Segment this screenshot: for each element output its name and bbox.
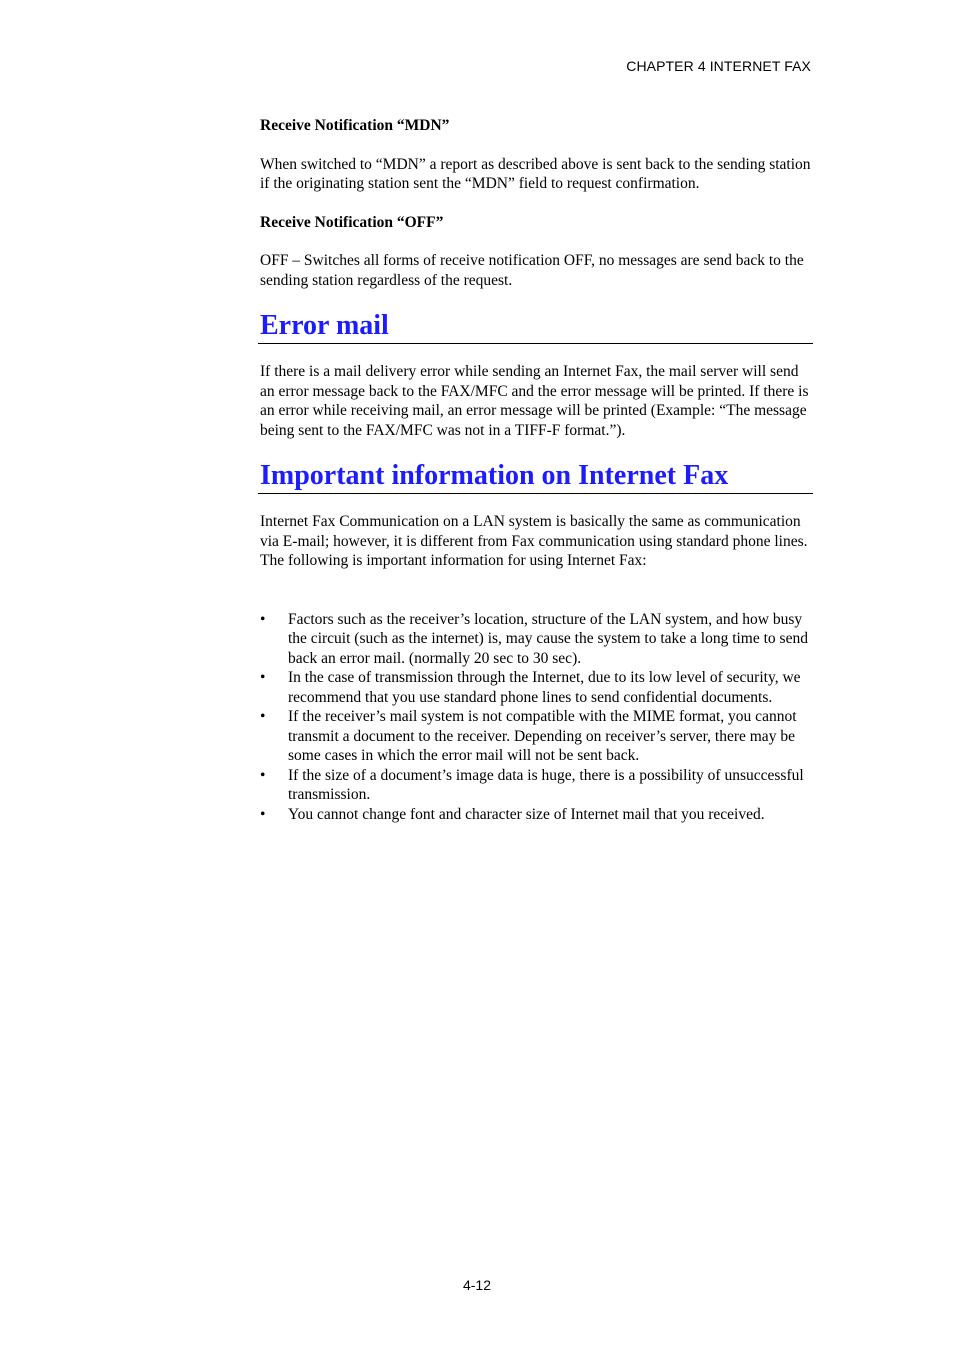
bullet-item (260, 805, 813, 825)
bullet-text: If the size of a document’s image data is huge, there is a possibility of unsuccessful transmission. (288, 766, 804, 803)
page-body (260, 116, 813, 824)
bullet-item (260, 766, 813, 805)
bullet-text: In the case of transmission through the Internet, due to its low level of security, we recommend that you use standard phone lines to send confidential documents. (288, 669, 801, 706)
bullet-icon: • (260, 805, 266, 823)
bullet-icon: • (260, 669, 266, 686)
bullet-item (260, 707, 813, 766)
important-info-bullet-list (260, 610, 813, 825)
bullet-icon: • (260, 708, 266, 725)
bullet-icon: • (260, 766, 266, 784)
important-info-heading: Important information on Internet Fax (258, 460, 813, 494)
bullet-icon: • (260, 610, 266, 628)
important-info-paragraph: Internet Fax Communication on a LAN system is basically the same as communication via E-mail; however, it is different from Fax communication using standard phone lines. The following is important information for using Internet Fax: (260, 513, 808, 569)
bullet-item (260, 668, 813, 707)
error-mail-heading: Error mail (258, 310, 813, 344)
running-header: CHAPTER 4 INTERNET FAX (626, 58, 811, 74)
off-subheading: Receive Notification “OFF” (260, 213, 444, 231)
bullet-text: You cannot change font and character size of Internet mail that you received. (288, 805, 765, 823)
bullet-item (260, 610, 813, 669)
error-mail-paragraph: If there is a mail delivery error while sending an Internet Fax, the mail server will send an error message back to the FAX/MFC and the error message will be printed. If there is an error while receiving mail, an error message will be printed (Example: “The message being sent to the FAX/MFC was not in a TIFF-F format.”). (260, 363, 809, 439)
mdn-paragraph: When switched to “MDN” a report as described above is sent back to the sending station if the originating station sent the “MDN” field to request confirmation. (260, 155, 811, 192)
page-number: 4-12 (462, 1277, 492, 1293)
mdn-subheading: Receive Notification “MDN” (260, 117, 450, 134)
bullet-text: If the receiver’s mail system is not compatible with the MIME format, you cannot transmit a document to the receiver. Depending on receiver’s server, there may be some cases in which the error mail will not be sent back. (288, 708, 797, 764)
off-paragraph: OFF – Switches all forms of receive notification OFF, no messages are send back to the sending station regardless of the request. (260, 252, 804, 289)
bullet-text: Factors such as the receiver’s location, structure of the LAN system, and how busy the circuit (such as the internet) is, may cause the system to take a long time to send back an error mail. (normally 20 sec to 30 sec). (288, 610, 808, 667)
